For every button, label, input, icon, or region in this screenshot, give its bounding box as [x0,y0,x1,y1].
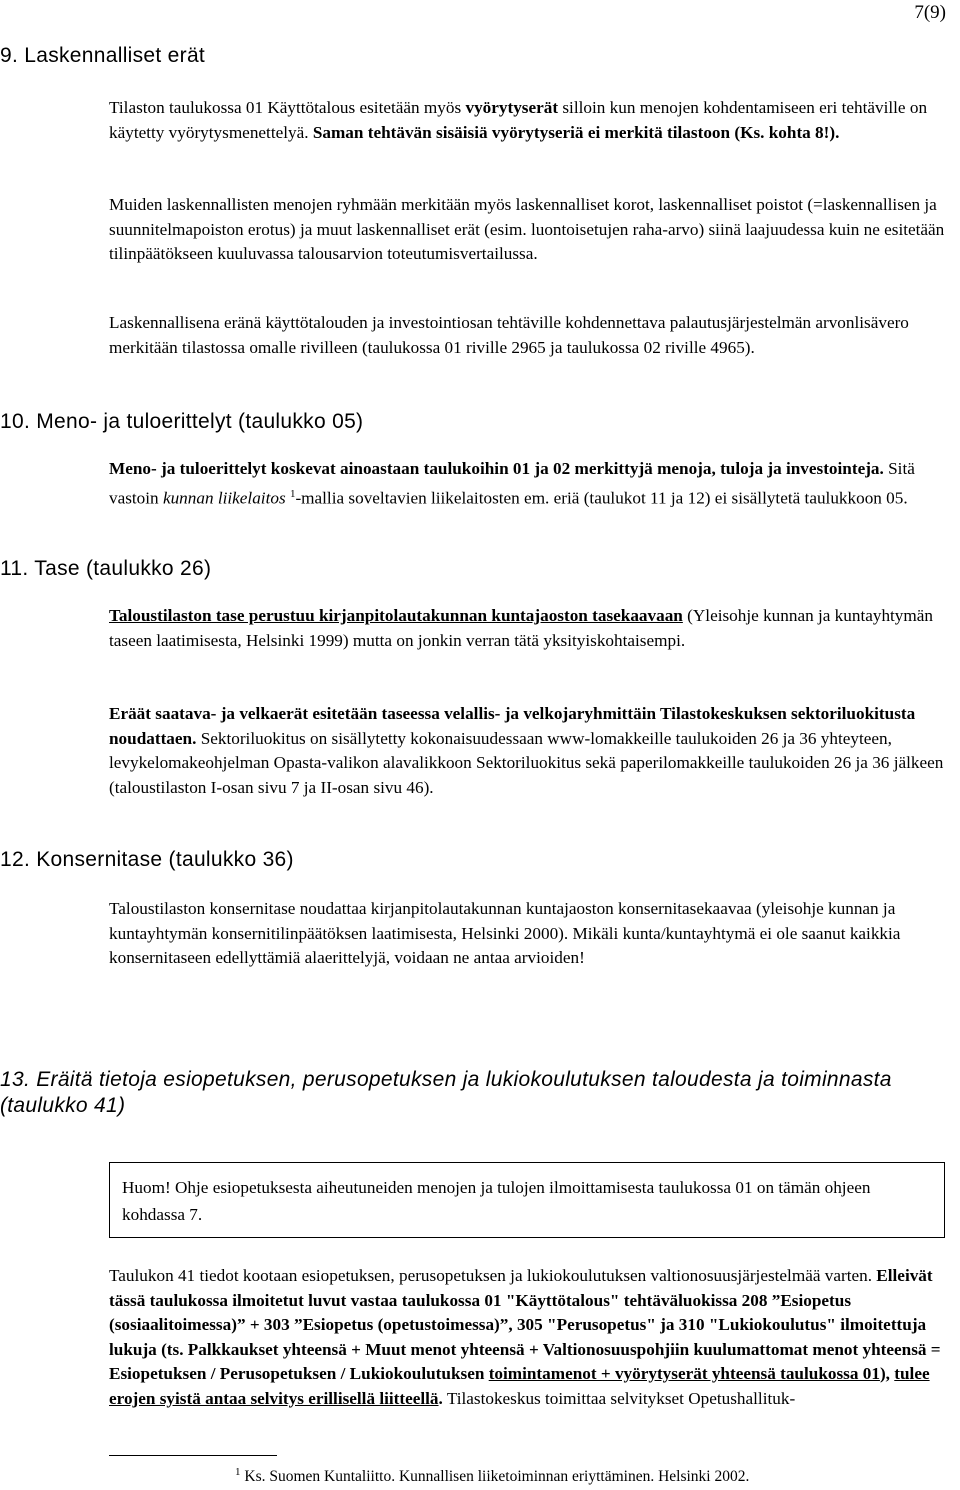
text-bold: vyörytyserät [465,98,559,117]
text-bold: . [438,1388,443,1408]
footnote-text: Ks. Suomen Kuntaliitto. Kunnallisen liiketoiminnan eriyttäminen. Helsinki 2002. [240,1468,750,1486]
text-bold-underlined: tulee erojen syistä antaa selvitys erillisellä liitteellä [109,1364,930,1408]
section-11-paragraph-1 [109,604,957,653]
text: Taulukon 41 tiedot kootaan esiopetuksen, perusopetuksen ja lukiokoulutuksen valtionosuusjärjestelmää varten. [109,1266,877,1285]
text: Sektoriluokitus on sisällytetty kokonaisuudessaan www-lomakkeille taulukoiden 26 ja 36 yhteyteen, levykelomakeohjelman Opasta-valikon alavalikkoon Sektoriluokitus sekä paperilomakkeille taulukoiden 26 ja 36 jälkeen (taloustilaston I-osan sivu 7 ja II-osan sivu 46). [109,728,944,797]
section-11-paragraph-2 [109,702,957,800]
text: Sitä vastoin [109,459,915,508]
section-13-paragraph-1 [109,1264,957,1411]
text: (Yleisohje kunnan ja kuntayhtymän taseen laatimisesta, Helsinki 1999) mutta on jonkin verran tätä yksityiskohtaisempi. [109,606,933,650]
note-box [109,1162,945,1238]
section-9-paragraph-3: Laskennallisena eränä käyttötalouden ja investointiosan tehtäville kohdennettava palautusjärjestelmän arvonlisävero merkitään tilastossa omalle rivilleen (taulukossa 01 riville 2965 ja taulukossa 02 riville 4965). [109,313,909,357]
text-bold-underlined: Taloustilaston tase perustuu kirjanpitolautakunnan kuntajaoston tasekaavaan [109,606,683,625]
text-bold: Saman tehtävän sisäisiä vyörytyseriä ei merkitä tilastoon (Ks. kohta 8!). [312,122,840,142]
section-12-heading: 12. Konsernitase (taulukko 36) [0,848,294,871]
section-9-heading: 9. Laskennalliset erät [0,44,206,67]
text-italic: kunnan liikelaitos [162,488,286,508]
section-10-heading: 10. Meno- ja tuloerittelyt (taulukko 05) [0,410,364,433]
section-12-paragraph-1: Taloustilaston konsernitase noudattaa kirjanpitolautakunnan kuntajaoston konsernitasekaavaa (yleisohje kunnan ja kuntayhtymän konsernitilinpäätöksen laatimisesta, Helsinki 2000). Mikäli kunta/kuntayhtymä ei ole saanut kaikkia konsernitaseen edellyttämiä alaerittelyjä, voidaan ne antaa arvioiden! [109,899,901,967]
footnote [235,1466,749,1486]
footnote-marker: 1 [235,1466,241,1478]
text: Tilaston taulukossa 01 Käyttötalous esitetään myös [109,98,466,117]
page-number: 7(9) [914,2,946,23]
section-11-heading: 11. Tase (taulukko 26) [0,557,212,580]
section-13-heading: 13. Eräitä tietoja esiopetuksen, perusopetuksen ja lukiokoulutuksen taloudesta ja toiminnasta (taulukko 41) [0,1068,892,1117]
footnote-separator [109,1455,277,1456]
note-text: Huom! Ohje esiopetuksesta aiheutuneiden menojen ja tulojen ilmoittamisesta taulukossa 01 on tämän ohjeen kohdassa 7. [122,1178,871,1224]
text-bold: ), [879,1364,895,1383]
section-9-paragraph-1 [109,96,957,145]
text-bold: Elleivät tässä taulukossa ilmoitetut luvut vastaa taulukossa 01 "Käyttötalous" tehtäväluokissa 208 ”Esiopetus (sosiaalitoimessa)” + 303 ”Esiopetus (opetustoimessa)”, 305 "Perusopetus" ja 310 "Lukiokoulutus" ilmoitettuja lukuja (ts. Palkkaukset yhteensä + Muut menot yhteensä + Valtionosuuspohjiin kuulumattomat menot yhteensä = Esiopetuksen / Perusopetuksen / Lukiokoulutuksen [109,1266,941,1383]
section-10-paragraph-1 [109,457,957,511]
footnote-ref: 1 [289,487,296,500]
text: Tilastokeskus toimittaa selvitykset Opetushallituk- [442,1388,796,1408]
text: -mallia soveltavien liikelaitosten em. eriä (taulukot 11 ja 12) ei sisällytetä taulukkoon 05. [295,488,908,508]
section-9-paragraph-2: Muiden laskennallisten menojen ryhmään merkitään myös laskennalliset korot, laskennalliset poistot (=laskennallisen ja suunnitelmapoiston erotus) ja muut laskennalliset erät (esim. luontoisetujen raha-arvo) siinä laajuudessa kuin ne esitetään tilinpäätökseen kuuluvassa talousarvion toteutumisvertailussa. [109,195,945,263]
text-bold-underlined: toimintamenot + vyörytyserät yhteensä taulukossa 01 [488,1364,880,1383]
text: silloin kun menojen kohdentamiseen eri tehtäville on käytetty vyörytysmenettelyä. [109,98,928,142]
text-bold: Meno- ja tuloerittelyt koskevat ainoastaan taulukoihin 01 ja 02 merkittyjä menoja, tuloja ja investointeja. [109,459,884,478]
text-bold: Eräät saatava- ja velkaerät esitetään taseessa velallis- ja velkojaryhmittäin Tilastokeskuksen sektoriluokitusta noudattaen. [109,704,916,748]
